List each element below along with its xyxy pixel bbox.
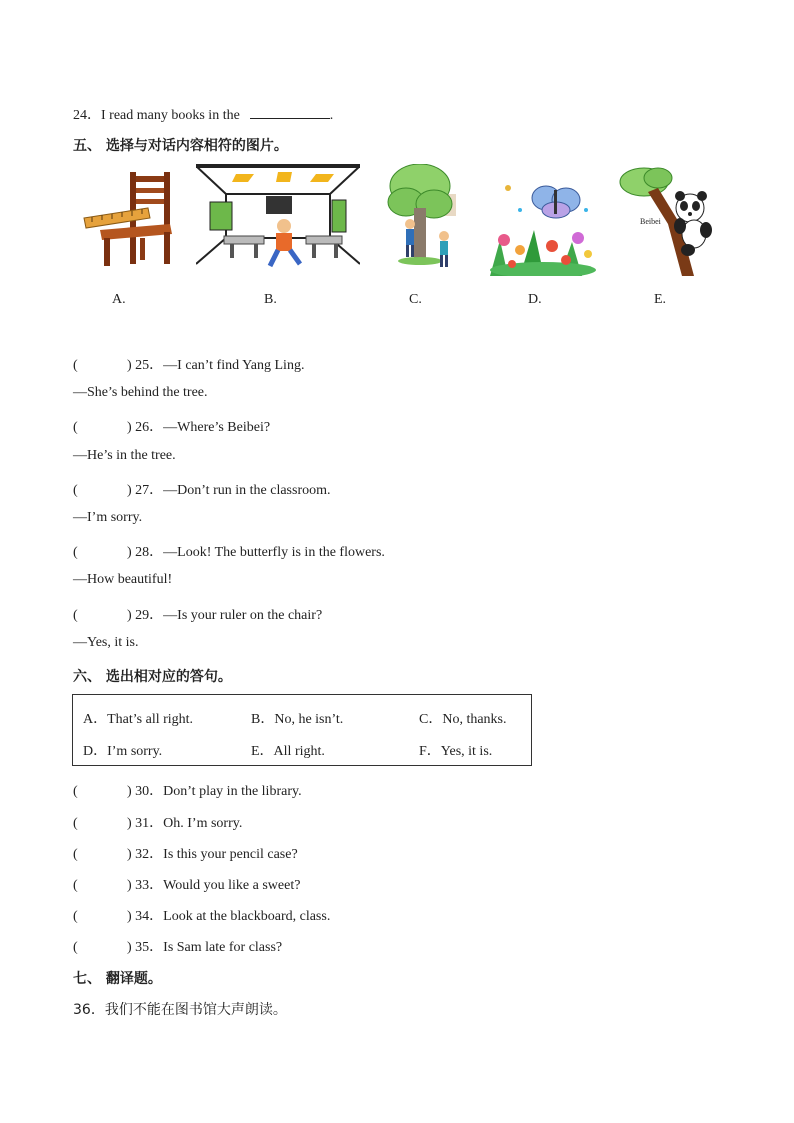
option-b: B．No, he isn’t.	[251, 712, 344, 727]
answer-paren[interactable]: (	[73, 420, 78, 435]
question-32: ( ) 32．Is this your pencil case?	[73, 847, 298, 862]
tree-children-icon	[386, 164, 456, 276]
chair-ruler-icon	[80, 168, 176, 268]
picture-label-b: B.	[264, 292, 277, 307]
reply-28: —How beautiful!	[73, 572, 173, 587]
question-24	[73, 104, 333, 124]
option-a: A．That’s all right.	[83, 712, 194, 727]
section-7-heading: 七、 翻译题。	[73, 971, 162, 987]
picture-label-a: A.	[112, 292, 126, 307]
butterfly-flowers-icon	[490, 180, 596, 276]
question-30: ( ) 30．Don’t play in the library.	[73, 784, 302, 799]
reply-25: —She’s behind the tree.	[73, 385, 208, 400]
answer-paren[interactable]: (	[73, 358, 78, 373]
option-e: E．All right.	[251, 744, 325, 759]
answer-paren[interactable]: (	[73, 878, 78, 893]
question-24-period: .	[329, 108, 334, 123]
question-36: 36．我们不能在图书馆大声朗读。	[73, 1002, 287, 1018]
option-d: D．I’m sorry.	[83, 744, 163, 759]
answer-blank[interactable]	[250, 106, 330, 119]
section-5-heading: 五、 选择与对话内容相符的图片。	[73, 138, 288, 154]
answer-paren[interactable]: (	[73, 816, 78, 831]
answer-paren[interactable]: (	[73, 909, 78, 924]
question-29: ( ) 29．—Is your ruler on the chair?	[73, 608, 323, 623]
question-24-text: 24．I read many books in the	[73, 108, 240, 123]
answer-paren[interactable]: (	[73, 608, 78, 623]
picture-label-e: E.	[654, 292, 667, 307]
question-27: ( ) 27．—Don’t run in the classroom.	[73, 483, 331, 498]
answer-paren[interactable]: (	[73, 784, 78, 799]
question-33: ( ) 33．Would you like a sweet?	[73, 878, 301, 893]
option-c: C．No, thanks.	[419, 712, 507, 727]
panda-caption: Beibei	[640, 217, 661, 226]
answer-paren[interactable]: (	[73, 483, 78, 498]
picture-label-c: C.	[409, 292, 422, 307]
panda-tree-icon	[618, 164, 718, 278]
answer-paren[interactable]: (	[73, 545, 78, 560]
reply-26: —He’s in the tree.	[73, 448, 176, 463]
classroom-running-icon	[196, 164, 360, 276]
option-f: F．Yes, it is.	[419, 744, 493, 759]
question-35: ( ) 35．Is Sam late for class?	[73, 940, 283, 955]
answer-paren[interactable]: (	[73, 940, 78, 955]
question-28: ( ) 28．—Look! The butterfly is in the flowers.	[73, 545, 385, 560]
question-26: ( ) 26．—Where’s Beibei?	[73, 420, 271, 435]
reply-27: —I’m sorry.	[73, 510, 143, 525]
reply-29: —Yes, it is.	[73, 635, 139, 650]
picture-label-d: D.	[528, 292, 542, 307]
question-25: ( ) 25．—I can’t find Yang Ling.	[73, 358, 305, 373]
question-34: ( ) 34．Look at the blackboard, class.	[73, 909, 331, 924]
answer-paren[interactable]: (	[73, 847, 78, 862]
answer-options-box	[72, 694, 532, 766]
question-31: ( ) 31．Oh. I’m sorry.	[73, 816, 243, 831]
section-6-heading: 六、 选出相对应的答句。	[73, 669, 232, 685]
